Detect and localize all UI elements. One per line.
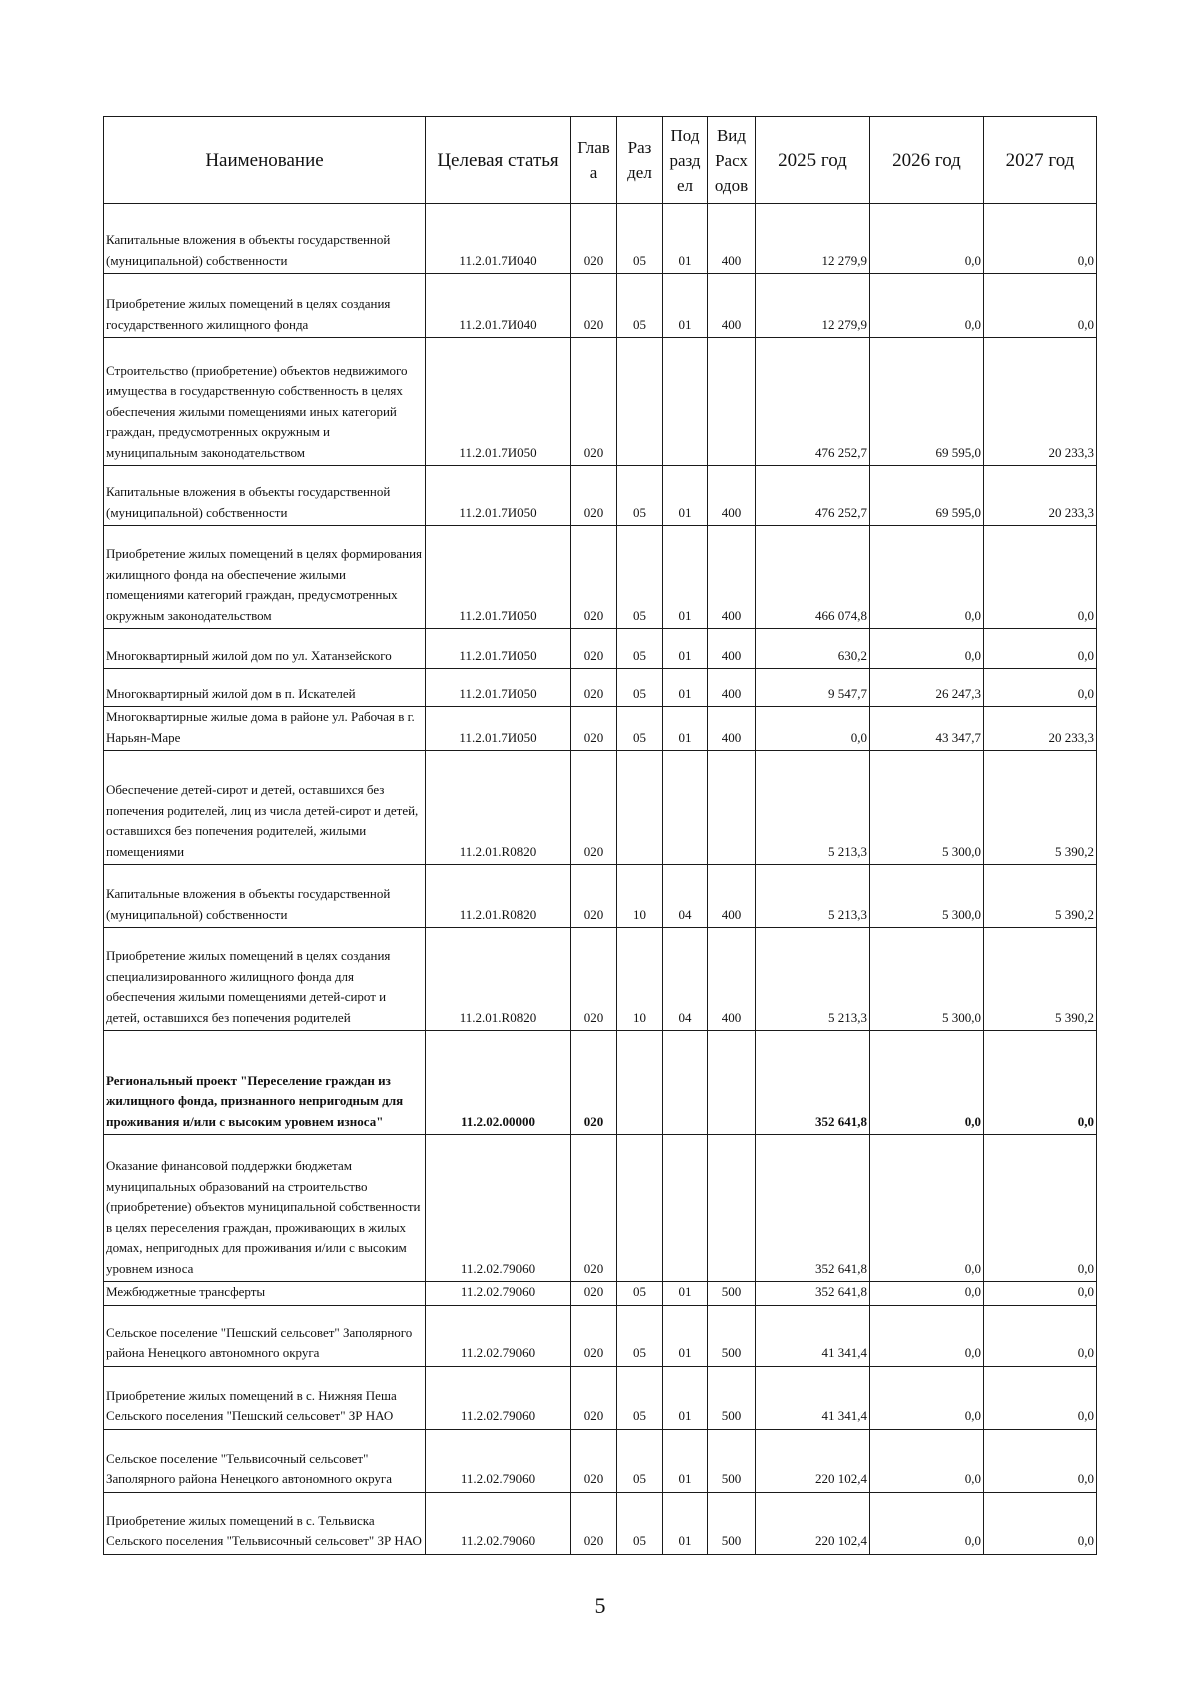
- cell-2027: 0,0: [984, 1429, 1097, 1492]
- cell-2025: 466 074,8: [756, 526, 870, 629]
- cell-target: 11.2.02.79060: [426, 1282, 571, 1306]
- table-row: [104, 338, 1097, 466]
- table-row: [104, 1305, 1097, 1366]
- cell-2027: 0,0: [984, 274, 1097, 338]
- cell-chapter: 020: [571, 1135, 617, 1282]
- cell-subsection: 01: [663, 1282, 708, 1306]
- header-2026: 2026 год: [870, 117, 984, 204]
- table-row: [104, 707, 1097, 751]
- cell-exp-type: 500: [708, 1305, 756, 1366]
- cell-section: 10: [617, 865, 663, 928]
- cell-section: [617, 1031, 663, 1135]
- cell-name: Многоквартирный жилой дом в п. Искателей: [104, 669, 426, 707]
- cell-2027: 0,0: [984, 526, 1097, 629]
- cell-target: 11.2.01.R0820: [426, 865, 571, 928]
- cell-section: 05: [617, 707, 663, 751]
- cell-subsection: 01: [663, 274, 708, 338]
- cell-section: 05: [617, 274, 663, 338]
- cell-target: 11.2.01.R0820: [426, 751, 571, 865]
- table-body: [104, 204, 1097, 1555]
- table-row: [104, 1492, 1097, 1554]
- cell-chapter: 020: [571, 1366, 617, 1429]
- cell-target: 11.2.01.7И050: [426, 338, 571, 466]
- cell-name: Капитальные вложения в объекты государственной (муниципальной) собственности: [104, 466, 426, 526]
- cell-2027: 5 390,2: [984, 928, 1097, 1031]
- cell-chapter: 020: [571, 928, 617, 1031]
- cell-chapter: 020: [571, 204, 617, 274]
- cell-2027: 0,0: [984, 1492, 1097, 1554]
- cell-section: 05: [617, 526, 663, 629]
- cell-2026: 0,0: [870, 1492, 984, 1554]
- cell-exp-type: [708, 751, 756, 865]
- table-row: [104, 1135, 1097, 1282]
- cell-2025: 5 213,3: [756, 865, 870, 928]
- cell-2025: 352 641,8: [756, 1135, 870, 1282]
- table-row: [104, 751, 1097, 865]
- cell-name: Обеспечение детей-сирот и детей, оставшихся без попечения родителей, лиц из числа детей-сирот и детей, оставшихся без попечения родителей, жилыми помещениями: [104, 751, 426, 865]
- cell-chapter: 020: [571, 1031, 617, 1135]
- cell-subsection: 01: [663, 629, 708, 669]
- cell-subsection: 01: [663, 1366, 708, 1429]
- table-row: [104, 204, 1097, 274]
- table-row: [104, 1366, 1097, 1429]
- header-section: Раз дел: [617, 117, 663, 204]
- cell-exp-type: 500: [708, 1282, 756, 1306]
- table-row: [104, 629, 1097, 669]
- cell-exp-type: 500: [708, 1429, 756, 1492]
- cell-target: 11.2.02.79060: [426, 1366, 571, 1429]
- cell-2026: 0,0: [870, 629, 984, 669]
- cell-section: 05: [617, 1282, 663, 1306]
- cell-name: Строительство (приобретение) объектов недвижимого имущества в государственную собственность в целях обеспечения жилыми помещениями иных категорий граждан, предусмотренных окружным и муниципальным законодательством: [104, 338, 426, 466]
- cell-subsection: [663, 1135, 708, 1282]
- cell-name: Межбюджетные трансферты: [104, 1282, 426, 1306]
- cell-2027: 5 390,2: [984, 751, 1097, 865]
- cell-chapter: 020: [571, 1282, 617, 1306]
- cell-exp-type: 400: [708, 466, 756, 526]
- cell-exp-type: 500: [708, 1492, 756, 1554]
- cell-name: Приобретение жилых помещений в с. Нижняя Пеша Сельского поселения "Пешский сельсовет" ЗР НАО: [104, 1366, 426, 1429]
- cell-2025: 220 102,4: [756, 1492, 870, 1554]
- cell-2025: 0,0: [756, 707, 870, 751]
- cell-2027: 0,0: [984, 204, 1097, 274]
- cell-subsection: 01: [663, 1429, 708, 1492]
- cell-target: 11.2.02.79060: [426, 1305, 571, 1366]
- cell-subsection: 01: [663, 1492, 708, 1554]
- cell-2027: 0,0: [984, 1366, 1097, 1429]
- cell-target: 11.2.01.7И040: [426, 274, 571, 338]
- cell-2025: 12 279,9: [756, 274, 870, 338]
- cell-2025: 352 641,8: [756, 1031, 870, 1135]
- table-row: [104, 1429, 1097, 1492]
- cell-target: 11.2.01.7И040: [426, 204, 571, 274]
- cell-chapter: 020: [571, 1429, 617, 1492]
- cell-2027: 0,0: [984, 669, 1097, 707]
- cell-exp-type: 400: [708, 707, 756, 751]
- cell-section: 05: [617, 1305, 663, 1366]
- cell-chapter: 020: [571, 526, 617, 629]
- cell-2025: 476 252,7: [756, 466, 870, 526]
- cell-2025: 5 213,3: [756, 928, 870, 1031]
- cell-2027: 0,0: [984, 1135, 1097, 1282]
- cell-2025: 41 341,4: [756, 1366, 870, 1429]
- cell-exp-type: 400: [708, 629, 756, 669]
- table-row: [104, 669, 1097, 707]
- cell-chapter: 020: [571, 1305, 617, 1366]
- cell-name: Приобретение жилых помещений в целях формирования жилищного фонда на обеспечение жилыми помещениями категорий граждан, предусмотренных окружным законодательством: [104, 526, 426, 629]
- cell-target: 11.2.02.79060: [426, 1429, 571, 1492]
- cell-2026: 69 595,0: [870, 338, 984, 466]
- cell-name: Приобретение жилых помещений в с. Тельвиска Сельского поселения "Тельвисочный сельсовет" ЗР НАО: [104, 1492, 426, 1554]
- cell-name: Региональный проект "Переселение граждан из жилищного фонда, признанного непригодным для проживания и/или с высоким уровнем износа": [104, 1031, 426, 1135]
- cell-name: Оказание финансовой поддержки бюджетам муниципальных образований на строительство (приобретение) объектов муниципальной собственности в целях переселения граждан, проживающих в жилых домах, непригодных для проживания и/или с высоким уровнем износа: [104, 1135, 426, 1282]
- cell-section: 05: [617, 204, 663, 274]
- cell-subsection: 04: [663, 928, 708, 1031]
- cell-name: Сельское поселение "Пешский сельсовет" Заполярного района Ненецкого автономного округа: [104, 1305, 426, 1366]
- cell-target: 11.2.01.R0820: [426, 928, 571, 1031]
- cell-2026: 43 347,7: [870, 707, 984, 751]
- cell-subsection: [663, 1031, 708, 1135]
- cell-exp-type: [708, 1135, 756, 1282]
- cell-name: Капитальные вложения в объекты государственной (муниципальной) собственности: [104, 204, 426, 274]
- cell-exp-type: 500: [708, 1366, 756, 1429]
- cell-2025: 630,2: [756, 629, 870, 669]
- table-row: [104, 526, 1097, 629]
- table-row: [104, 274, 1097, 338]
- cell-name: Многоквартирные жилые дома в районе ул. Рабочая в г. Нарьян-Маре: [104, 707, 426, 751]
- cell-2026: 69 595,0: [870, 466, 984, 526]
- cell-target: 11.2.01.7И050: [426, 629, 571, 669]
- cell-2026: 5 300,0: [870, 751, 984, 865]
- page-number: 5: [594, 1593, 606, 1618]
- cell-2026: 5 300,0: [870, 865, 984, 928]
- cell-2025: 220 102,4: [756, 1429, 870, 1492]
- cell-2025: 5 213,3: [756, 751, 870, 865]
- cell-exp-type: 400: [708, 274, 756, 338]
- cell-2025: 12 279,9: [756, 204, 870, 274]
- cell-2025: 9 547,7: [756, 669, 870, 707]
- cell-chapter: 020: [571, 466, 617, 526]
- cell-chapter: 020: [571, 274, 617, 338]
- cell-name: Многоквартирный жилой дом по ул. Хатанзейского: [104, 629, 426, 669]
- cell-section: [617, 751, 663, 865]
- cell-target: 11.2.02.79060: [426, 1492, 571, 1554]
- cell-subsection: 04: [663, 865, 708, 928]
- cell-target: 11.2.01.7И050: [426, 707, 571, 751]
- cell-chapter: 020: [571, 751, 617, 865]
- header-2025: 2025 год: [756, 117, 870, 204]
- cell-2026: 0,0: [870, 1031, 984, 1135]
- cell-2026: 0,0: [870, 1282, 984, 1306]
- cell-2027: 5 390,2: [984, 865, 1097, 928]
- cell-name: Сельское поселение "Тельвисочный сельсовет" Заполярного района Ненецкого автономного округа: [104, 1429, 426, 1492]
- cell-subsection: 01: [663, 707, 708, 751]
- cell-exp-type: [708, 338, 756, 466]
- cell-section: 10: [617, 928, 663, 1031]
- cell-exp-type: 400: [708, 526, 756, 629]
- cell-chapter: 020: [571, 1492, 617, 1554]
- cell-2027: 0,0: [984, 1031, 1097, 1135]
- header-subsection: Под разд ел: [663, 117, 708, 204]
- cell-exp-type: 400: [708, 669, 756, 707]
- cell-2026: 0,0: [870, 204, 984, 274]
- cell-2027: 20 233,3: [984, 338, 1097, 466]
- cell-2026: 0,0: [870, 526, 984, 629]
- cell-2027: 20 233,3: [984, 466, 1097, 526]
- cell-section: 05: [617, 1492, 663, 1554]
- cell-section: [617, 338, 663, 466]
- cell-chapter: 020: [571, 865, 617, 928]
- cell-exp-type: 400: [708, 865, 756, 928]
- cell-chapter: 020: [571, 669, 617, 707]
- cell-name: Капитальные вложения в объекты государственной (муниципальной) собственности: [104, 865, 426, 928]
- table-row: [104, 1031, 1097, 1135]
- cell-2025: 352 641,8: [756, 1282, 870, 1306]
- cell-exp-type: 400: [708, 204, 756, 274]
- cell-2027: 20 233,3: [984, 707, 1097, 751]
- header-chapter: Глав а: [571, 117, 617, 204]
- cell-exp-type: [708, 1031, 756, 1135]
- header-name: Наименование: [104, 117, 426, 204]
- cell-target: 11.2.02.79060: [426, 1135, 571, 1282]
- cell-2025: 41 341,4: [756, 1305, 870, 1366]
- cell-exp-type: 400: [708, 928, 756, 1031]
- cell-section: 05: [617, 629, 663, 669]
- cell-2026: 0,0: [870, 1305, 984, 1366]
- cell-name: Приобретение жилых помещений в целях создания государственного жилищного фонда: [104, 274, 426, 338]
- cell-section: 05: [617, 466, 663, 526]
- table-row: [104, 466, 1097, 526]
- cell-section: 05: [617, 1366, 663, 1429]
- cell-chapter: 020: [571, 338, 617, 466]
- cell-name: Приобретение жилых помещений в целях создания специализированного жилищного фонда для обеспечения жилыми помещениями детей-сирот и детей, оставшихся без попечения родителей: [104, 928, 426, 1031]
- cell-target: 11.2.01.7И050: [426, 669, 571, 707]
- cell-target: 11.2.01.7И050: [426, 526, 571, 629]
- cell-2026: 0,0: [870, 1366, 984, 1429]
- cell-subsection: 01: [663, 466, 708, 526]
- table-row: [104, 928, 1097, 1031]
- table-row: [104, 1282, 1097, 1306]
- budget-table: [103, 116, 1097, 1555]
- cell-chapter: 020: [571, 629, 617, 669]
- cell-subsection: 01: [663, 526, 708, 629]
- cell-target: 11.2.02.00000: [426, 1031, 571, 1135]
- table-header-row: [104, 117, 1097, 204]
- cell-2027: 0,0: [984, 1305, 1097, 1366]
- cell-2026: 5 300,0: [870, 928, 984, 1031]
- cell-target: 11.2.01.7И050: [426, 466, 571, 526]
- cell-2027: 0,0: [984, 1282, 1097, 1306]
- cell-section: [617, 1135, 663, 1282]
- cell-section: 05: [617, 669, 663, 707]
- header-2027: 2027 год: [984, 117, 1097, 204]
- table-row: [104, 865, 1097, 928]
- header-target: Целевая статья: [426, 117, 571, 204]
- cell-subsection: [663, 338, 708, 466]
- cell-2026: 0,0: [870, 274, 984, 338]
- cell-2026: 26 247,3: [870, 669, 984, 707]
- cell-subsection: 01: [663, 1305, 708, 1366]
- cell-section: 05: [617, 1429, 663, 1492]
- cell-subsection: [663, 751, 708, 865]
- header-exp-type: Вид Расх одов: [708, 117, 756, 204]
- cell-2025: 476 252,7: [756, 338, 870, 466]
- cell-2026: 0,0: [870, 1135, 984, 1282]
- cell-subsection: 01: [663, 204, 708, 274]
- cell-2026: 0,0: [870, 1429, 984, 1492]
- cell-subsection: 01: [663, 669, 708, 707]
- cell-chapter: 020: [571, 707, 617, 751]
- cell-2027: 0,0: [984, 629, 1097, 669]
